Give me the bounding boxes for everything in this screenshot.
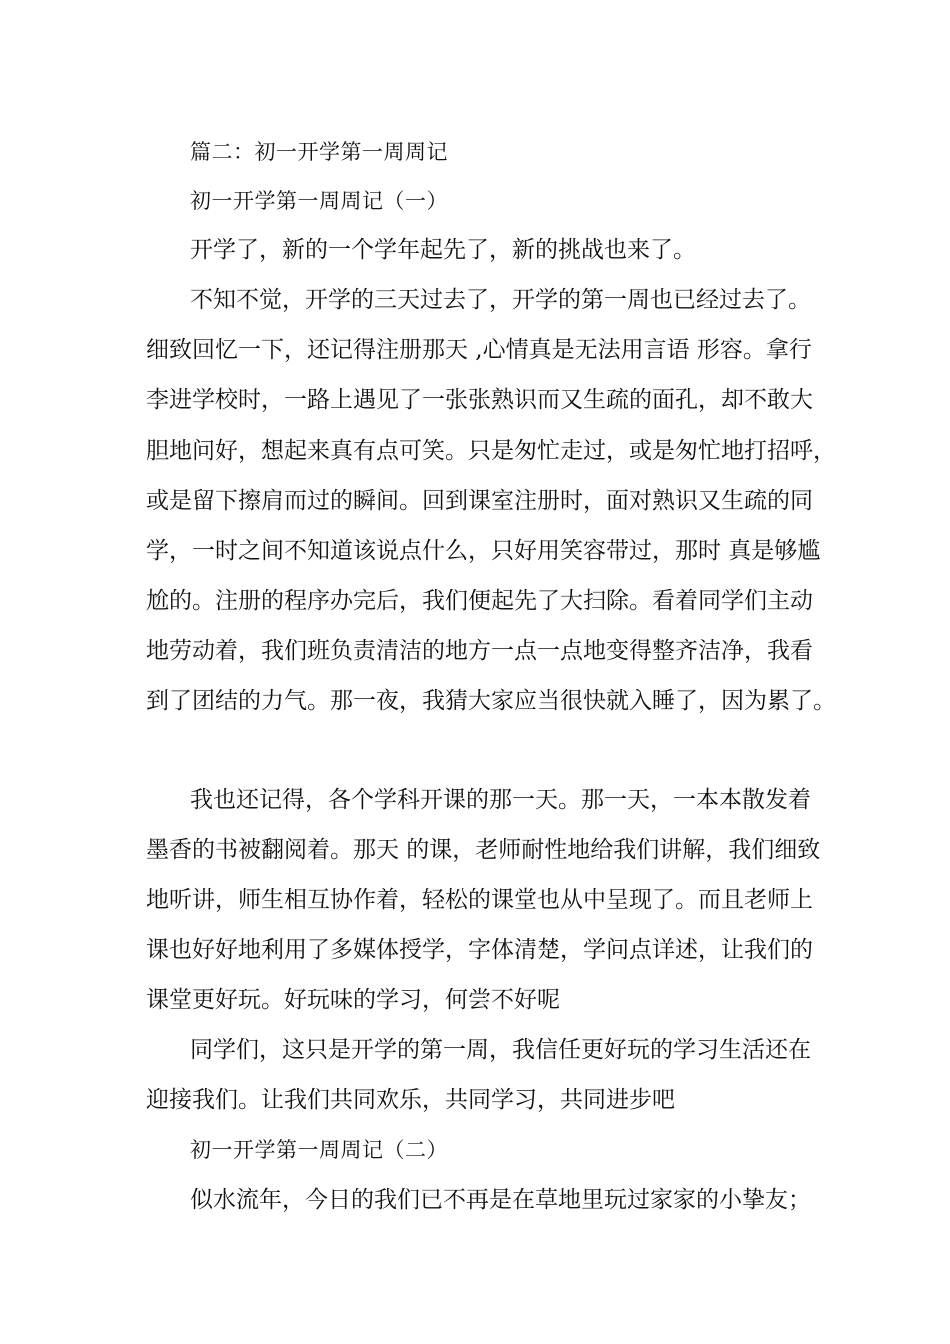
document-heading: 篇二：初一开学第一周周记 bbox=[190, 140, 448, 164]
paragraph-line: 墨香的书被翻阅着。那天 的课，老师耐性地给我们讲解，我们细致 bbox=[146, 837, 821, 863]
paragraph-line: 李进学校时，一路上遇见了一张张熟识而又生疏的面孔，却不敢大 bbox=[146, 387, 813, 413]
paragraph-line: 到了团结的力气。那一夜，我猜大家应当很快就入睡了，因为累了。 bbox=[146, 688, 836, 714]
paragraph-line: 同学们，这只是开学的第一周，我信任更好玩的学习生活还在 bbox=[190, 1037, 811, 1063]
paragraph-line: 地听讲，师生相互协作着，轻松的课堂也从中呈现了。而且老师上 bbox=[146, 887, 813, 913]
paragraph-line: 课堂更好玩。好玩味的学习，何尝不好呢 bbox=[146, 987, 560, 1013]
paragraph-line: 或是留下擦肩而过的瞬间。回到课室注册时，面对熟识又生疏的同 bbox=[146, 488, 813, 514]
paragraph-line: 地劳动着，我们班负责清洁的地方一点一点地变得整齐洁净，我看 bbox=[146, 638, 813, 664]
paragraph-line: 细致回忆一下，还记得注册那天 ,心情真是无法用言语 形容。拿行 bbox=[146, 337, 812, 363]
paragraph-line: 尬的。注册的程序办完后，我们便起先了大扫除。看着同学们主动 bbox=[146, 588, 813, 614]
paragraph-line: 迎接我们。让我们共同欢乐，共同学习，共同进步吧 bbox=[146, 1087, 675, 1113]
section-1-title: 初一开学第一周周记（一） bbox=[190, 189, 448, 213]
section-2-title: 初一开学第一周周记（二） bbox=[190, 1138, 448, 1162]
paragraph-line: 似水流年，今日的我们已不再是在草地里玩过家家的小挚友； bbox=[190, 1187, 811, 1213]
paragraph-line: 我也还记得，各个学科开课的那一天。那一天，一本本散发着 bbox=[190, 787, 811, 813]
paragraph-line: 开学了，新的一个学年起先了，新的挑战也来了。 bbox=[190, 237, 696, 263]
paragraph-line: 课也好好地利用了多媒体授学，字体清楚，学问点详述，让我们的 bbox=[146, 937, 813, 963]
paragraph-line: 学，一时之间不知道该说点什么，只好用笑容带过，那时 真是够尴 bbox=[146, 538, 821, 564]
paragraph-line: 不知不觉，开学的三天过去了，开学的第一周也已经过去了。 bbox=[190, 287, 811, 313]
paragraph-line: 胆地问好，想起来真有点可笑。只是匆忙走过，或是匆忙地打招呼， bbox=[146, 438, 836, 464]
